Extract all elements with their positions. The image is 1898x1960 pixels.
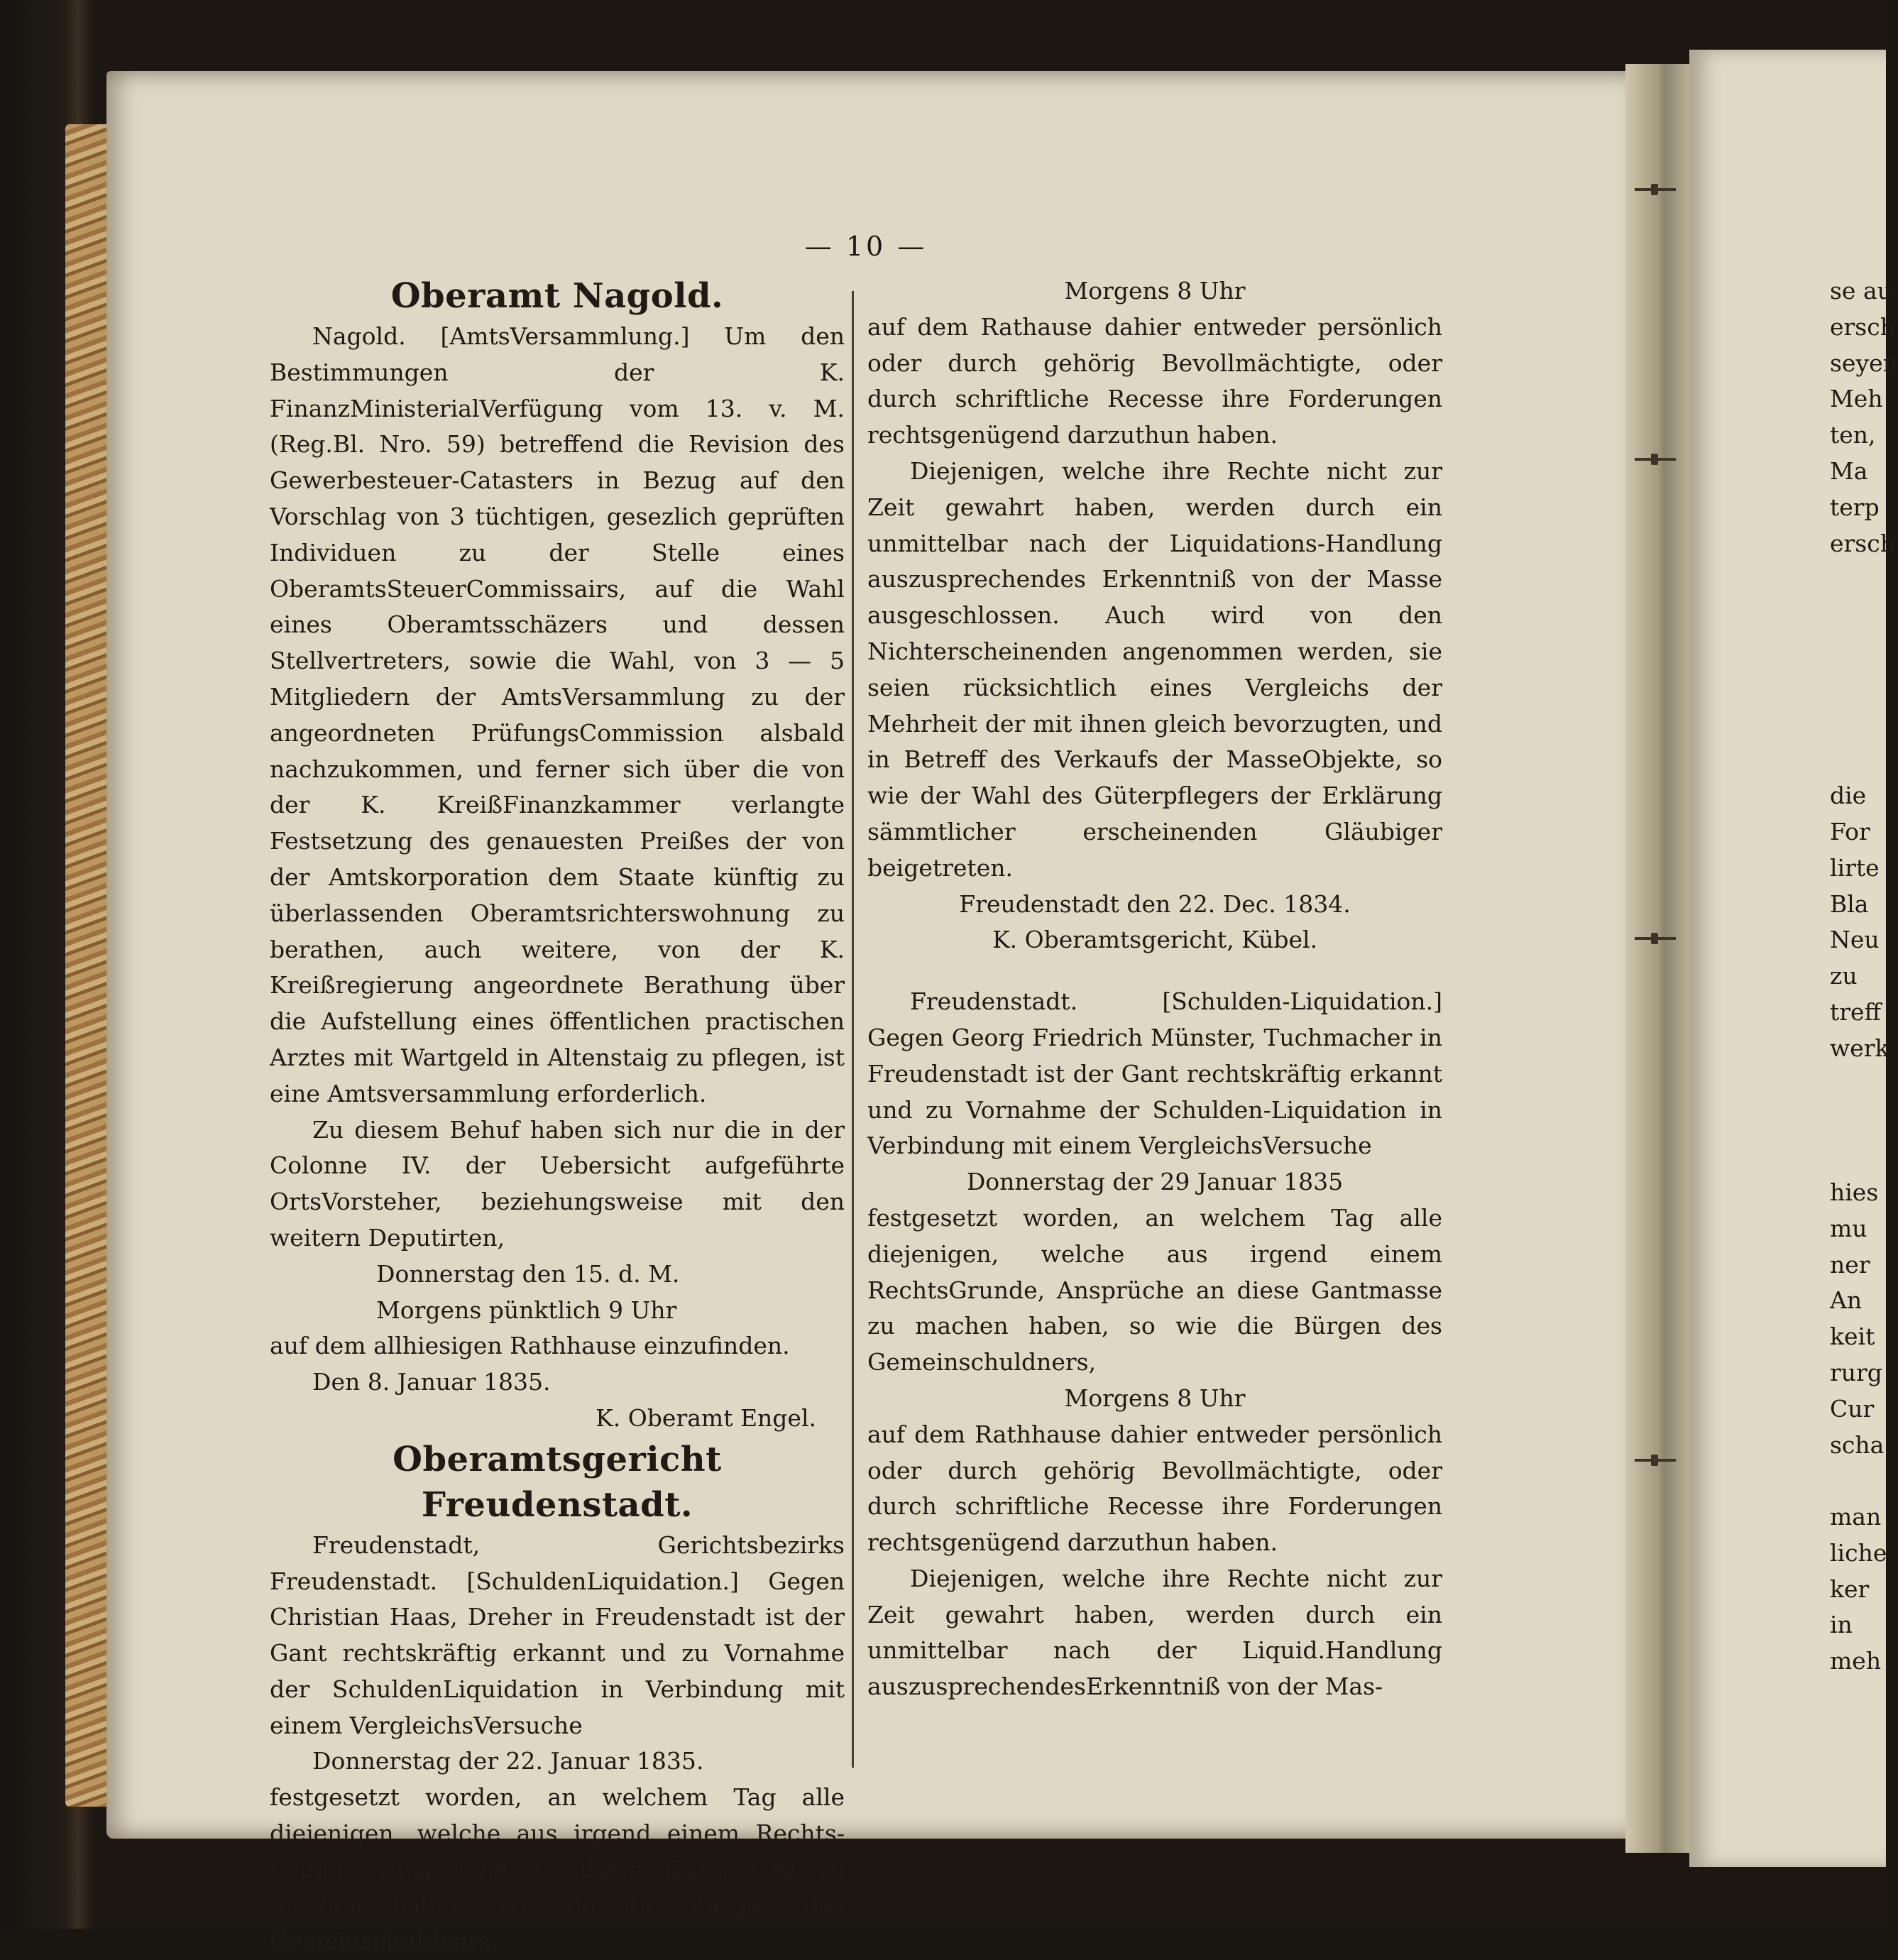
binding-stitch	[1635, 1459, 1676, 1462]
margin-fragment: se au	[1830, 277, 1892, 305]
notice-paragraph: auf dem Rathause dahier entweder persönlich oder durch gehörig Bevollmächtigte, oder durch schriftliche Recesse ihre Forderungen rechtsgenügend darzuthun haben.	[867, 312, 1442, 449]
book-gutter	[1625, 64, 1696, 1853]
margin-fragment: meh	[1830, 1647, 1882, 1675]
notice-paragraph: auf dem Rathhause dahier entweder persönlich oder durch gehörig Bevollmächtigte, oder durch schriftliche Recesse ihre Forderungen rechtsgenügend darzuthun haben.	[867, 1420, 1442, 1557]
signature-line: K. Oberamtsgericht, Kübel.	[992, 926, 1318, 954]
signature-line: K. Oberamt Engel.	[596, 1403, 816, 1432]
margin-fragment	[1830, 1139, 1886, 1175]
margin-fragment: scha	[1830, 1430, 1885, 1459]
margin-fragment: seyen	[1830, 349, 1898, 377]
meeting-place: auf dem allhiesigen Rathhause einzufinden.	[270, 1332, 790, 1360]
notice-paragraph: Nagold. [AmtsVersammlung.] Um den Bestimmungen der K. FinanzMinisterialVerfügung vom 13. v. M. (Reg.Bl. Nro. 59) betreffend die Revision des Gewerbesteuer-Catasters in Bezug auf den Vorschlag von 3 tüchtigen, gesezlich geprüften Individuen zu der Stelle eines OberamtsSteuerCommissairs, auf die Wahl eines Oberamtsschäzers und dessen Stellvertreters, sowie die Wahl, von 3 — 5 Mitgliedern der AmtsVersammlung zu der angeordneten PrüfungsCommission alsbald nachzukommen, und ferner sich über die von der K. KreißFinanzkammer verlangte Festsetzung des genauesten Preißes der von der Amtskorporation dem Staate künftig zu überlassenden Oberamtsrichterswohnung zu berathen, auch weitere, von der K. Kreißregierung angeordnete Berathung über die Aufstellung eines öffentlichen practischen Arztes mit Wartgeld in Altenstaig zu pflegen, ist eine Amtsversammlung erforderlich.	[270, 322, 845, 1107]
margin-fragment: treff	[1830, 997, 1882, 1026]
meeting-date: Donnerstag den 15. d. M.	[376, 1259, 680, 1288]
margin-fragment: Ma	[1830, 456, 1868, 485]
margin-fragment: Bla	[1830, 889, 1869, 918]
margin-fragment: werk	[1830, 1034, 1889, 1062]
margin-fragment	[1830, 634, 1886, 670]
notice-paragraph: festgesetzt worden, an welchem Tag alle diejenigen, welche aus irgend einem RechtsGrunde, Ansprüche an diese Gantmasse zu machen haben, so wie die Bürgen des Gemeinschuldners,	[867, 1203, 1442, 1376]
margin-fragment: die	[1830, 782, 1867, 810]
notice-paragraph: Diejenigen, welche ihre Rechte nicht zur Zeit gewahrt haben, werden durch ein unmittelbar nach der Liquidations-Handlung auszusprechendes Erkenntniß von der Masse ausgeschlossen. Auch wird von den Nichterscheinenden angenommen werden, sie seien rücksichtlich eines Vergleichs der Mehrheit der mit ihnen gleich bevorzugten, und in Betreff des Verkaufs der MasseObjekte, so wie der Wahl des Güterpflegers der Erklärung sämmtlicher erscheinenden Gläubiger beigetreten.	[867, 456, 1442, 882]
margin-fragment: keit	[1830, 1323, 1875, 1351]
notice-paragraph: festgesetzt worden, an welchem Tag alle diejenigen, welche aus irgend einem Rechts-Grunde Ansprüche an diese Gantmasse zu machen haben, so wie die Bürgen des Gemeinschuldners,	[270, 1783, 845, 1956]
margin-fragment	[1830, 1102, 1886, 1139]
margin-fragment	[1830, 742, 1886, 778]
binding-stitch	[1635, 937, 1676, 940]
margin-fragment: Meh	[1830, 385, 1883, 413]
margin-fragment: ner	[1830, 1250, 1870, 1279]
margin-fragment: man	[1830, 1503, 1882, 1531]
meeting-time: Morgens 8 Uhr	[1064, 277, 1246, 305]
meeting-time: Morgens pünktlich 9 Uhr	[376, 1296, 677, 1324]
margin-fragment: For	[1830, 817, 1870, 845]
page-number: — 10 —	[804, 231, 928, 262]
right-page-margin-text	[1830, 273, 1898, 1680]
margin-fragment: Neu	[1830, 926, 1880, 954]
margin-fragment	[1830, 562, 1886, 598]
notice-paragraph: Zu diesem Behuf haben sich nur die in der Colonne IV. der Uebersicht aufgeführte OrtsVorsteher, beziehungsweise mit den weitern Deputirten,	[270, 1115, 845, 1252]
section-heading: Oberamt Nagold.	[390, 276, 724, 316]
column-divider	[852, 291, 854, 1768]
dated-line: Freudenstadt den 22. Dec. 1834.	[959, 889, 1351, 918]
margin-fragment	[1830, 1067, 1886, 1103]
margin-fragment: ersch	[1830, 529, 1895, 557]
notice-paragraph: Freudenstadt, Gerichtsbezirks Freudenstadt. [SchuldenLiquidation.] Gegen Christian Haas, Dreher in Freudenstadt ist der Gant rechtskräftig erkannt und zu Vornahme der SchuldenLiquidation in Verbindung mit einem VergleichsVersuche	[270, 1531, 845, 1739]
section-heading: Oberamtsgericht Freudenstadt.	[393, 1439, 722, 1525]
meeting-date: Donnerstag der 29 Januar 1835	[966, 1168, 1344, 1196]
spacer	[867, 958, 1442, 984]
margin-fragment: rurg	[1830, 1358, 1882, 1386]
dated-line: Den 8. Januar 1835.	[312, 1368, 551, 1396]
margin-fragment: zu	[1830, 962, 1858, 990]
margin-fragment: ker	[1830, 1575, 1870, 1603]
meeting-date: Donnerstag der 22. Januar 1835.	[312, 1747, 704, 1775]
binding-stitch	[1635, 458, 1676, 461]
margin-fragment	[1830, 1463, 1886, 1499]
margin-fragment: liche	[1830, 1538, 1887, 1567]
margin-fragment: lirte	[1830, 853, 1880, 882]
margin-fragment: ten,	[1830, 421, 1876, 449]
margin-fragment: hies	[1830, 1178, 1879, 1206]
margin-fragment: Cur	[1830, 1394, 1875, 1423]
margin-fragment	[1830, 706, 1886, 743]
margin-fragment: ersch	[1830, 312, 1895, 341]
margin-fragment	[1830, 670, 1886, 706]
margin-fragment: An	[1830, 1286, 1863, 1315]
meeting-time: Morgens 8 Uhr	[1064, 1384, 1246, 1412]
notice-paragraph: Diejenigen, welche ihre Rechte nicht zur Zeit gewahrt haben, werden durch ein unmittelbar nach der Liquid.Handlung auszusprechendesErkenntniß von der Mas-	[867, 1564, 1442, 1701]
binding-stitch	[1635, 188, 1676, 191]
right-column	[867, 273, 1442, 1705]
margin-fragment: in	[1830, 1611, 1853, 1639]
margin-fragment	[1830, 598, 1886, 634]
margin-fragment: mu	[1830, 1214, 1867, 1242]
margin-fragment: terp	[1830, 493, 1880, 521]
notice-paragraph: Freudenstadt. [Schulden-Liquidation.] Gegen Georg Friedrich Münster, Tuchmacher in Freudenstadt ist der Gant rechtskräftig erkannt und zu Vornahme der Schulden-Liquidation in Verbindung mit einem VergleichsVersuche	[867, 987, 1442, 1160]
left-column	[270, 273, 845, 1960]
